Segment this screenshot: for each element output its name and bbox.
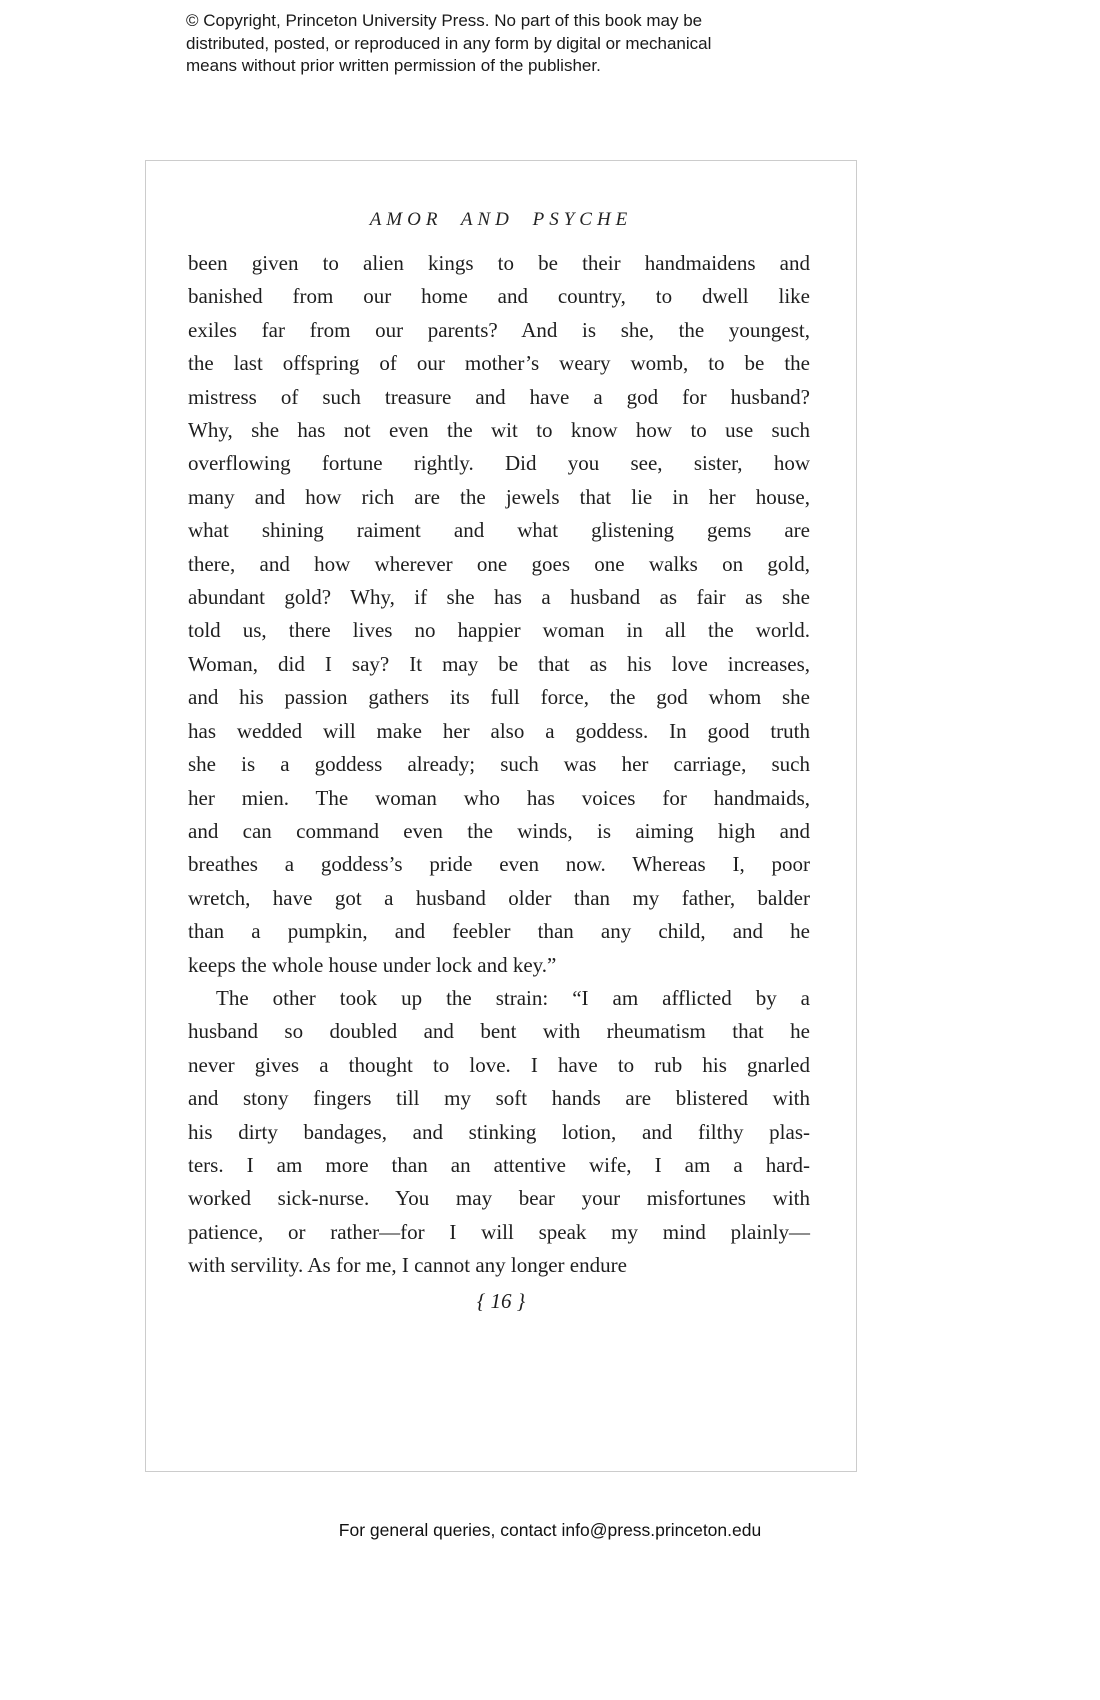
text-line: told us, there lives no happier woman in all the world.: [188, 618, 810, 643]
paragraph: [188, 982, 810, 1283]
text-line: her mien. The woman who has voices for handmaids,: [188, 785, 810, 810]
text-line: and can command even the winds, is aiming high and: [188, 818, 810, 843]
text-line: and stony fingers till my soft hands are blistered with: [188, 1086, 810, 1111]
text-line: than a pumpkin, and feebler than any child, and he: [188, 919, 810, 944]
paragraph: [188, 247, 810, 982]
text-line: husband so doubled and bent with rheumatism that he: [188, 1019, 810, 1044]
copyright-notice: [186, 10, 846, 78]
text-line: and his passion gathers its full force, the god whom she: [188, 685, 810, 710]
text-line: keeps the whole house under lock and key.”: [188, 952, 557, 977]
book-page-scan: [145, 160, 857, 1472]
text-line: wretch, have got a husband older than my father, balder: [188, 885, 810, 910]
text-line: exiles far from our parents? And is she, the youngest,: [188, 317, 810, 342]
text-line: has wedded will make her also a goddess. In good truth: [188, 718, 810, 743]
text-line: ters. I am more than an attentive wife, I am a hard-: [188, 1152, 810, 1177]
copyright-line: © Copyright, Princeton University Press. No part of this book may be: [186, 11, 703, 30]
text-line: Why, she has not even the wit to know how to use such: [188, 418, 810, 443]
text-line: patience, or rather—for I will speak my mind plainly—: [188, 1219, 810, 1244]
page-number: { 16 }: [476, 1289, 526, 1313]
running-head: AMOR AND PSYCHE: [369, 209, 633, 230]
text-line: never gives a thought to love. I have to rub his gnarled: [188, 1052, 810, 1077]
text-line: breathes a goddess’s pride even now. Whereas I, poor: [188, 852, 810, 877]
text-line: worked sick-nurse. You may bear your misfortunes with: [188, 1186, 810, 1211]
text-line: what shining raiment and what glistening gems are: [188, 518, 810, 543]
footer-contact: For general queries, contact info@press.princeton.edu: [338, 1520, 762, 1540]
copyright-line: distributed, posted, or reproduced in any form by digital or mechanical: [186, 33, 712, 53]
text-line: many and how rich are the jewels that lie in her house,: [188, 484, 810, 509]
text-line: his dirty bandages, and stinking lotion, and filthy plas-: [188, 1119, 810, 1144]
text-line: there, and how wherever one goes one walks on gold,: [188, 551, 810, 576]
text-line: with servility. As for me, I cannot any longer endure: [188, 1253, 627, 1278]
text-line: the last offspring of our mother’s weary womb, to be the: [188, 351, 810, 376]
copyright-line: means without prior written permission of the publisher.: [186, 56, 601, 75]
text-line: abundant gold? Why, if she has a husband as fair as she: [188, 585, 810, 610]
text-line: Woman, did I say? It may be that as his love increases,: [188, 651, 810, 676]
text-line: The other took up the strain: “I am afflicted by a: [216, 985, 810, 1010]
body-text: [188, 247, 810, 1283]
text-line: banished from our home and country, to dwell like: [188, 284, 810, 309]
text-line: been given to alien kings to be their handmaidens and: [188, 251, 810, 275]
text-line: mistress of such treasure and have a god for husband?: [188, 384, 810, 409]
text-line: she is a goddess already; such was her carriage, such: [188, 752, 810, 777]
text-line: overflowing fortune rightly. Did you see, sister, how: [188, 451, 810, 476]
